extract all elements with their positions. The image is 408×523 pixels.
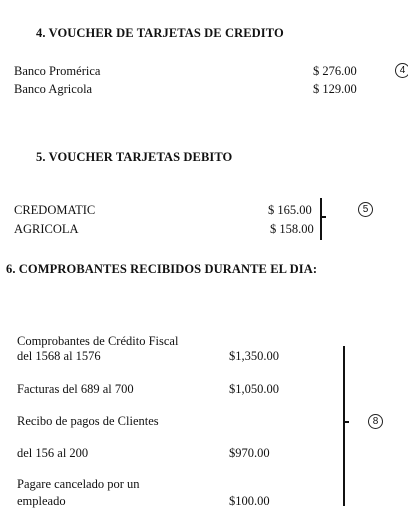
section-6-row-line1: Comprobantes de Crédito Fiscal: [17, 334, 179, 348]
section-6-row-line1: del 156 al 200: [17, 446, 89, 460]
section-5-marker-circle: 5: [358, 202, 373, 217]
section-6-marker-circle: 8: [368, 414, 383, 429]
section-4-row-label: Banco Promérica: [14, 64, 101, 78]
section-5-bracket-tip: [322, 216, 326, 218]
section-5-bracket: [320, 198, 322, 240]
section-6-row-amount: $970.00: [229, 446, 270, 460]
section-5-row-amount: $ 165.00: [268, 203, 312, 217]
section-4-row-amount: $ 276.00: [313, 64, 357, 78]
section-4-marker-circle: 4: [395, 63, 408, 78]
section-6-row-line2: empleado: [17, 494, 66, 508]
section-6-row-amount: $1,050.00: [229, 382, 279, 396]
section-6-heading: 6. COMPROBANTES RECIBIDOS DURANTE EL DIA:: [6, 262, 318, 276]
section-6-row-line1: Recibo de pagos de Clientes: [17, 414, 159, 428]
section-6-row-line2: del 1568 al 1576: [17, 349, 101, 363]
section-5-heading: 5. VOUCHER TARJETAS DEBITO: [36, 150, 233, 164]
section-6-row-amount: $100.00: [229, 494, 270, 508]
section-6-row-amount: $1,350.00: [229, 349, 279, 363]
section-6-bracket-tip: [345, 421, 349, 423]
section-5-row-label: CREDOMATIC: [14, 203, 96, 217]
section-4-row-amount: $ 129.00: [313, 82, 357, 96]
section-6-row-line1: Pagare cancelado por un: [17, 477, 140, 491]
section-4-heading: 4. VOUCHER DE TARJETAS DE CREDITO: [36, 26, 284, 40]
section-4-row-label: Banco Agricola: [14, 82, 93, 96]
section-6-row-line1: Facturas del 689 al 700: [17, 382, 134, 396]
section-5-row-label: AGRICOLA: [14, 222, 79, 236]
section-5-row-amount: $ 158.00: [270, 222, 314, 236]
section-6-bracket: [343, 346, 345, 506]
